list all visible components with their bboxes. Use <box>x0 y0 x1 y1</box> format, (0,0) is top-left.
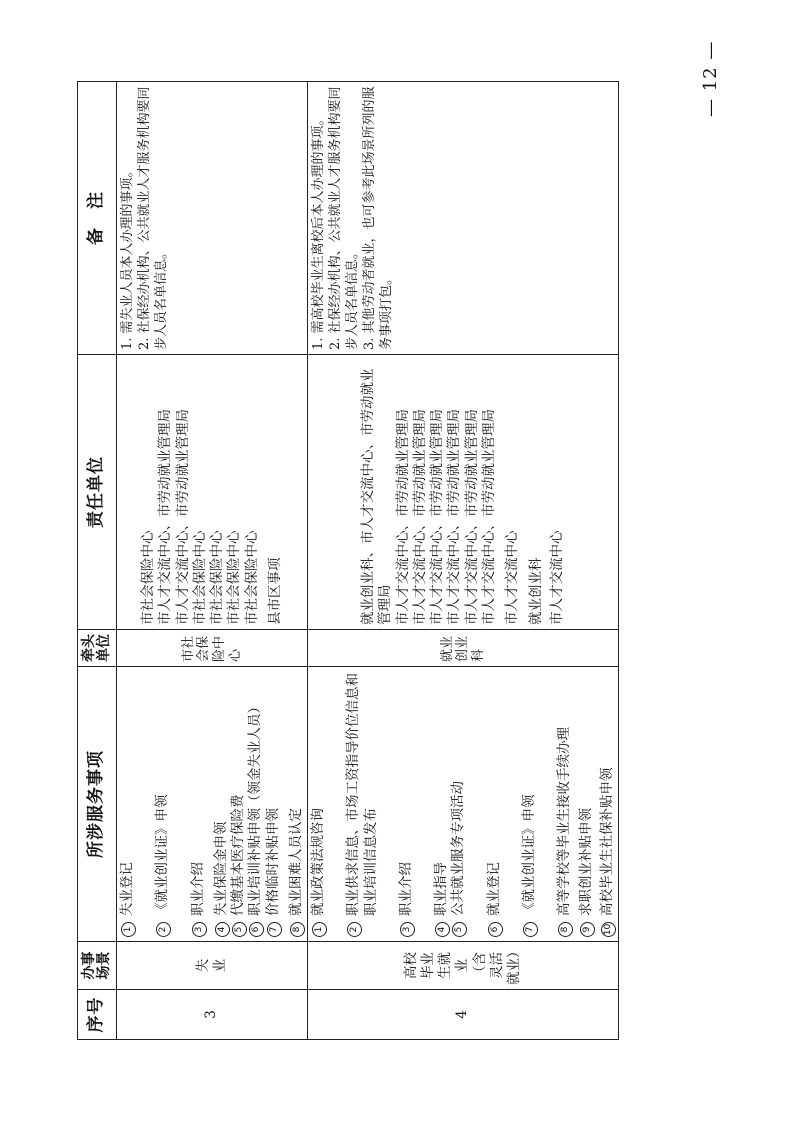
unit-text: 市社会保险中心 <box>191 530 208 625</box>
matter-item <box>599 671 616 937</box>
header-resp: 责任单位 <box>78 355 117 630</box>
unit-text: 市人才交流中心、市劳动就业管理局 <box>429 409 446 625</box>
circled-number: 7 <box>523 922 538 937</box>
matter-text: 《就业创业证》申领 <box>154 794 171 916</box>
circled-number: 8 <box>558 922 573 937</box>
table-row-4 <box>308 82 619 1040</box>
matter-text: 就业政策法规咨询 <box>310 808 327 916</box>
matter-text: 代缴基本医疗保险费 <box>230 794 247 916</box>
row-units <box>308 355 619 630</box>
row-seq: 4 <box>308 990 619 1040</box>
header-matters: 所涉服务事项 <box>78 667 117 942</box>
matter-item <box>310 671 327 937</box>
header-scene: 办事场景 <box>78 942 117 990</box>
matter-text: 职业供求信息、市场工资指导价位信息和职业培训信息发布 <box>345 673 379 916</box>
matter-item <box>230 671 247 937</box>
unit-text: 市人才交流中心、市劳动就业管理局 <box>463 409 480 625</box>
matter-item <box>578 671 595 937</box>
page-number: — 12 — <box>700 40 721 117</box>
matter-text: 就业登记 <box>485 862 502 916</box>
matter-item <box>521 671 538 937</box>
unit-text: 就业创业科、市人才交流中心、市劳动就业管理局 <box>360 368 394 625</box>
matter-item <box>247 671 264 937</box>
row-scene: 失 业 <box>117 942 308 990</box>
matter-item <box>119 671 136 937</box>
matter-item <box>288 671 305 937</box>
circled-number: 1 <box>312 922 327 937</box>
matter-text: 就业困难人员认定 <box>287 808 304 916</box>
unit-text: 市人才交流中心、市劳动就业管理局 <box>411 409 428 625</box>
table-row-3 <box>117 82 308 1040</box>
matter-item <box>190 671 207 937</box>
unit-text: 就业创业科 <box>527 557 544 625</box>
circled-number: 5 <box>452 922 467 937</box>
unit-text: 市社会保险中心 <box>140 530 156 625</box>
unit-text: 市人才交流中心 <box>548 530 565 625</box>
unit-text: 县市区事项 <box>266 557 283 625</box>
row-matters <box>117 667 308 942</box>
circled-number: 3 <box>192 922 207 937</box>
circled-number: 3 <box>400 922 415 937</box>
matter-text: 《就业创业证》申领 <box>520 794 537 916</box>
matter-text: 公共就业服务专项活动 <box>450 781 467 916</box>
circled-number: 2 <box>347 922 362 937</box>
row-lead: 市社会保险中心 <box>117 630 308 667</box>
unit-text: 市人才交流中心 <box>504 530 521 625</box>
matter-item <box>154 671 171 937</box>
matter-item <box>398 671 415 937</box>
matter-item <box>345 671 380 937</box>
unit-text: 市人才交流中心、市劳动就业管理局 <box>394 409 411 625</box>
matter-text: 职业介绍 <box>397 862 414 916</box>
row-scene: 高校毕业生就业（含灵活就业） <box>308 942 619 990</box>
matter-text: 高校毕业生社保补贴申领 <box>598 767 615 916</box>
note-text: 2. 社保经办机构、公共就业人才服务机构要同步人员名单信息。 <box>136 86 169 350</box>
unit-text: 市人才交流中心、市劳动就业管理局 <box>446 409 463 625</box>
matter-text: 职业培训补贴申领（领金失业人员） <box>247 700 264 916</box>
unit-text: 市人才交流中心、市劳动就业管理局 <box>174 409 191 625</box>
matter-item <box>213 671 230 937</box>
matter-item <box>556 671 573 937</box>
circled-number: 6 <box>249 922 264 937</box>
row-seq: 3 <box>117 990 308 1040</box>
unit-text: 市人才交流中心、市劳动就业管理局 <box>480 409 497 625</box>
unit-text: 市社会保险中心 <box>209 530 226 625</box>
circled-number: 10 <box>601 922 616 937</box>
note-text: 2. 社保经办机构、公共就业人才服务机构要同步人员名单信息。 <box>328 86 360 350</box>
row-notes <box>308 82 619 355</box>
circled-number: 7 <box>267 922 282 937</box>
header-seq: 序号 <box>78 990 117 1040</box>
matter-text: 求职创业补贴申领 <box>577 808 594 916</box>
matter-text: 失业保险金申领 <box>212 821 229 916</box>
unit-text: 市社会保险中心 <box>243 530 260 625</box>
matter-item <box>265 671 282 937</box>
matter-text: 失业登记 <box>119 862 135 916</box>
note-text: 3. 其他劳动者就业，也可参考此场景所列的服务事项打包。 <box>361 86 394 350</box>
unit-text: 市人才交流中心、市劳动就业管理局 <box>157 409 174 625</box>
matter-text: 价格临时补贴申领 <box>264 808 281 916</box>
matter-item <box>486 671 503 937</box>
circled-number: 9 <box>580 922 595 937</box>
row-lead: 就业创业科 <box>308 630 619 667</box>
row-notes <box>117 82 308 355</box>
header-lead: 牵头单位 <box>78 630 117 667</box>
table-header-row <box>78 82 117 1040</box>
service-matters-table <box>77 81 619 1040</box>
note-text: 1. 需失业人员本人办理的事项。 <box>120 164 135 350</box>
header-note: 备 注 <box>78 82 117 355</box>
matter-text: 高等学校等毕业生接收手续办理 <box>556 727 573 916</box>
circled-number: 6 <box>488 922 503 937</box>
row-units <box>117 355 308 630</box>
note-text: 1. 需高校毕业生离校后本人办理的事项。 <box>311 112 327 350</box>
circled-number: 4 <box>435 922 450 937</box>
circled-number: 1 <box>121 922 136 937</box>
circled-number: 5 <box>232 922 247 937</box>
matter-item <box>433 671 450 937</box>
circled-number: 8 <box>290 922 305 937</box>
unit-text: 市社会保险中心 <box>226 530 243 625</box>
row-matters <box>308 667 619 942</box>
matter-text: 职业介绍 <box>189 862 206 916</box>
matter-item <box>450 671 467 937</box>
circled-number: 4 <box>215 922 230 937</box>
circled-number: 2 <box>156 922 171 937</box>
matter-text: 职业指导 <box>433 862 450 916</box>
